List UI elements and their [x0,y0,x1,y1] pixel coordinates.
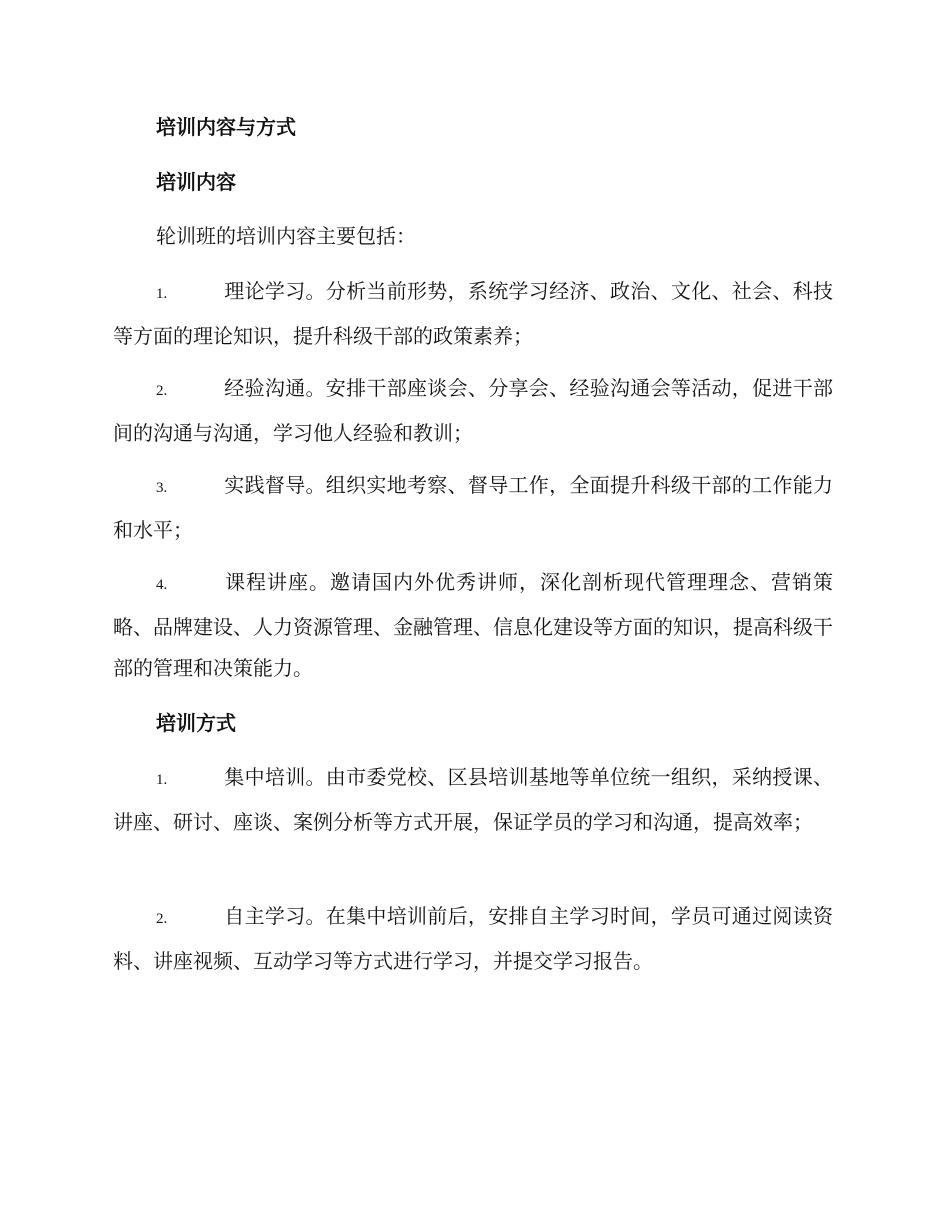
item-text: 理论学习。分析当前形势，系统学习经济、政治、文化、社会、科技等方面的理论知识，提升科级干部的政策素养； [113,279,833,348]
item-number: 2. [156,383,168,399]
content-item-1 [113,271,833,357]
item-text: 集中培训。由市委党校、区县培训基地等单位统一组织，采纳授课、讲座、研讨、座谈、案例分析等方式开展，保证学员的学习和沟通，提高效率； [113,765,833,834]
content-item-3 [113,465,833,551]
content-item-4 [113,562,833,690]
item-text: 课程讲座。邀请国内外优秀讲师，深化剖析现代管理理念、营销策略、品牌建设、人力资源管理、金融管理、信息化建设等方面的知识，提高科级干部的管理和决策能力。 [113,570,833,680]
item-text: 实践督导。组织实地考察、督导工作，全面提升科级干部的工作能力和水平； [113,473,833,542]
item-number: 1. [156,286,168,302]
content-heading: 培训内容 [156,170,236,194]
item-number: 1. [156,772,168,788]
item-number: 4. [156,577,168,593]
item-number: 2. [156,911,168,927]
content-intro: 轮训班的培训内容主要包括： [156,224,416,248]
content-item-2 [113,368,833,454]
item-number: 3. [156,480,168,496]
item-text: 经验沟通。安排干部座谈会、分享会、经验沟通会等活动，促进干部间的沟通与沟通，学习他人经验和教训； [113,376,833,445]
item-text: 自主学习。在集中培训前后，安排自主学习时间，学员可通过阅读资料、讲座视频、互动学习等方式进行学习，并提交学习报告。 [113,904,833,973]
method-item-2 [113,896,833,982]
method-heading: 培训方式 [156,711,236,735]
section-title: 培训内容与方式 [156,115,296,139]
method-item-1 [113,757,833,843]
